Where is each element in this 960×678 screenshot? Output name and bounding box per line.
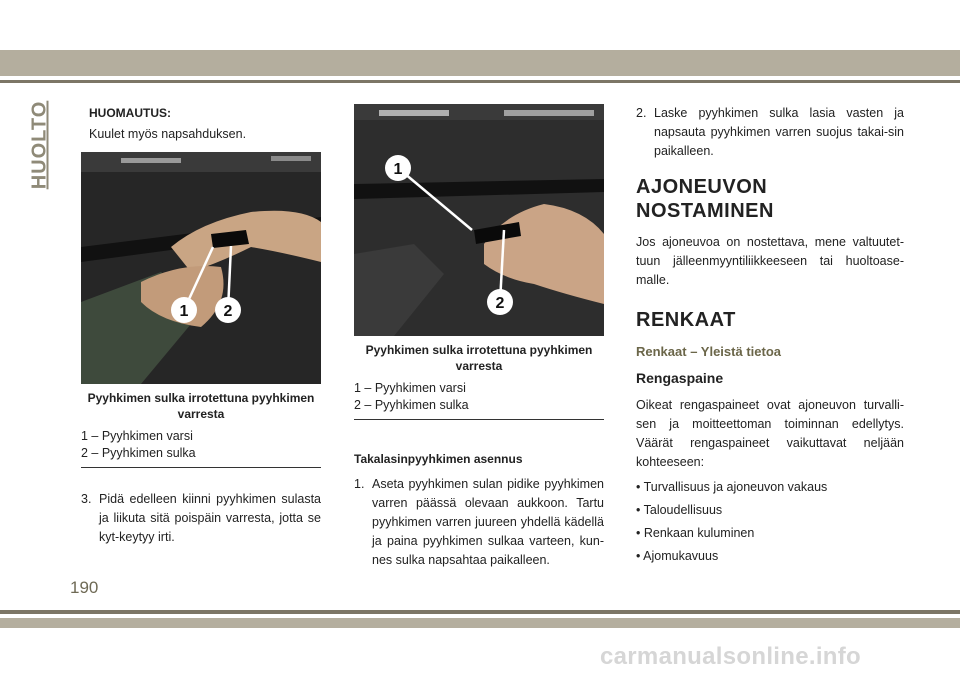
footer-rule <box>0 610 960 614</box>
tire-pressure-paragraph: Oikeat rengaspaineet ovat ajoneuvon turvalli-sen ja moitteettoman toiminnan edellytys. Väärät rengaspaineet vaikuttavat neljään kohteeseen: <box>636 398 904 469</box>
bullet-item: • Renkaan kuluminen <box>636 526 755 540</box>
heading-tires: RENKAAT <box>636 309 736 331</box>
footer-band <box>0 618 960 628</box>
column-middle <box>354 104 604 570</box>
step-2 <box>636 104 904 161</box>
rear-wiper-install-heading: Takalasinpyyhkimen asennus <box>354 452 523 466</box>
bullet-item: • Turvallisuus ja ajoneuvon vakaus <box>636 480 828 494</box>
photo-1-caption: Pyyhkimen sulka irrotettuna pyyhkimen varresta <box>87 391 315 421</box>
photo-1-legend <box>81 428 321 462</box>
step-number: 1. <box>354 477 365 491</box>
section-side-tab <box>27 100 53 190</box>
step-number: 3. <box>81 492 92 506</box>
column-right <box>636 104 904 570</box>
subheading-tires-general: Renkaat – Yleistä tietoa <box>636 344 781 359</box>
header-rule <box>0 80 960 83</box>
wiper-photo-1 <box>81 152 321 384</box>
step-3 <box>81 490 321 547</box>
heading-line: NOSTAMINEN <box>636 200 774 222</box>
heading-vehicle-lifting <box>636 175 904 223</box>
section-tab-label: HUOLTO <box>28 100 51 190</box>
callout-2-label: 2 <box>495 295 505 312</box>
photo-1-callouts <box>81 152 321 384</box>
legend-item: 2 – Pyyhkimen sulka <box>81 446 196 460</box>
step-number: 2. <box>636 106 647 120</box>
bullet-item: • Ajomukavuus <box>636 549 719 563</box>
watermark: carmanualsonline.info <box>600 643 862 670</box>
legend-item: 1 – Pyyhkimen varsi <box>354 381 466 395</box>
column-left <box>81 104 321 547</box>
step-text: Aseta pyyhkimen sulan pidike pyyhkimen varren päässä olevaan aukkoon. Tartu pyyhkimen varren juureen yhdellä kädellä ja paina pyyhkimen sulkaa varteen, kun-nes sulka napsahtaa paikalleen. <box>372 477 604 567</box>
step-1 <box>354 475 604 570</box>
bullet-item: • Taloudellisuus <box>636 503 723 517</box>
photo-2-legend <box>354 380 604 414</box>
subheading-tire-pressure: Rengaspaine <box>636 370 724 386</box>
callout-1-label: 1 <box>393 161 403 178</box>
lifting-paragraph: Jos ajoneuvoa on nostettava, mene valtuutet-tuun jälleenmyyntiliikkeeseen tai huoltoase-malle. <box>636 235 904 287</box>
callout-2-label: 2 <box>223 303 233 320</box>
header-band <box>0 50 960 76</box>
step-text: Pidä edelleen kiinni pyyhkimen sulasta ja liikuta sitä poispäin varresta, jotta se kyt-keytyy irti. <box>99 492 321 544</box>
legend-item: 1 – Pyyhkimen varsi <box>81 429 193 443</box>
photo-2-callouts <box>354 104 604 336</box>
heading-line: AJONEUVON <box>636 176 768 198</box>
legend-item: 2 – Pyyhkimen sulka <box>354 398 469 412</box>
step-text: Laske pyyhkimen sulka lasia vasten ja napsauta pyyhkimen varren suojus takai-sin paikalleen. <box>654 106 904 158</box>
page-number: 190 <box>70 578 99 597</box>
wiper-photo-2 <box>354 104 604 336</box>
photo-2-caption: Pyyhkimen sulka irrotettuna pyyhkimen varresta <box>365 343 593 373</box>
note-text: Kuulet myös napsahduksen. <box>89 127 247 141</box>
note-heading: HUOMAUTUS: <box>89 106 171 120</box>
callout-1-label: 1 <box>179 303 189 320</box>
